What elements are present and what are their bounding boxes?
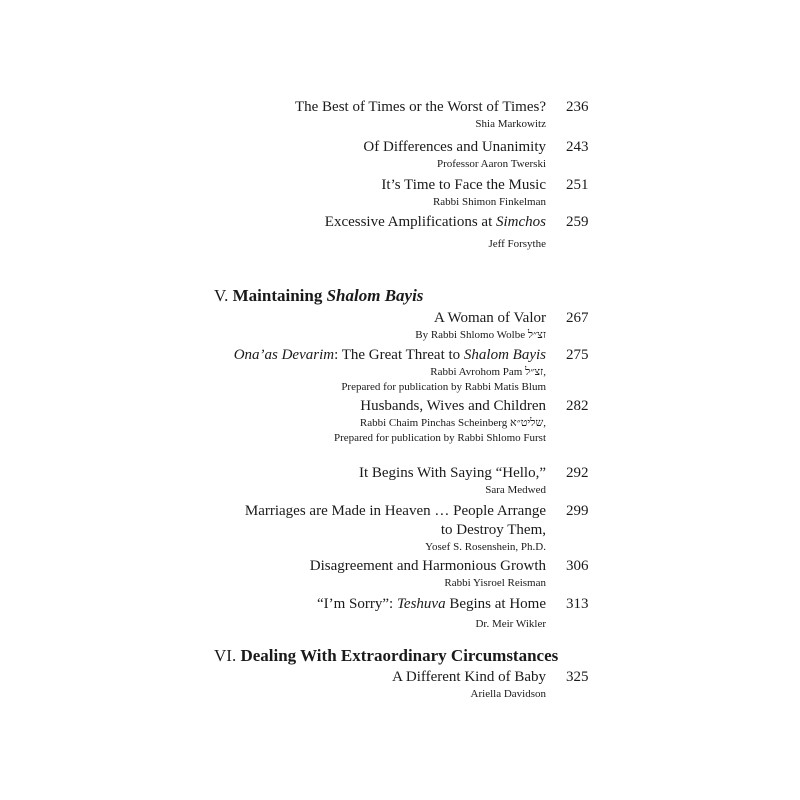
toc-entry xyxy=(0,98,546,132)
entry-title: Excessive Amplifications at Simchos xyxy=(324,214,546,230)
entry-author: Ariella Davidson xyxy=(470,688,546,700)
toc-entry xyxy=(0,176,546,210)
entry-author: Sara Medwed xyxy=(485,484,546,496)
toc-entry xyxy=(0,309,546,343)
entry-title: It’s Time to Face the Music xyxy=(381,177,546,193)
entry-page-number: 259 xyxy=(566,214,589,230)
toc-entry xyxy=(0,668,546,702)
entry-page-number: 267 xyxy=(566,310,589,326)
toc-entry xyxy=(0,502,546,555)
entry-author: Rabbi Shimon Finkelman xyxy=(432,196,546,208)
entry-page-number: 299 xyxy=(566,503,589,519)
entry-title: Marriages are Made in Heaven … People Arrange xyxy=(244,503,546,519)
entry-author: By Rabbi Shlomo Wolbe זצ״ל xyxy=(415,329,546,341)
entry-page-number: 282 xyxy=(566,398,589,414)
toc-entry xyxy=(0,595,546,632)
entry-page-number: 306 xyxy=(566,558,589,574)
section-heading-vi: VI. Dealing With Extraordinary Circumstances xyxy=(214,646,559,665)
entry-title: A Different Kind of Baby xyxy=(392,669,546,685)
toc-entry xyxy=(0,138,546,172)
toc-entry xyxy=(0,464,546,498)
entry-author: Yosef S. Rosenshein, Ph.D. xyxy=(425,541,546,553)
entry-title: Disagreement and Harmonious Growth xyxy=(309,558,546,574)
entry-page-number: 243 xyxy=(566,139,589,155)
toc-entry xyxy=(0,346,546,395)
entry-author: Dr. Meir Wikler xyxy=(475,618,546,630)
entry-page-number: 251 xyxy=(566,177,589,193)
entry-page-number: 325 xyxy=(566,669,589,685)
entry-title: Ona’as Devarim: The Great Threat to Shalom Bayis xyxy=(233,347,546,363)
entry-title: The Best of Times or the Worst of Times? xyxy=(294,99,546,115)
entry-title-continued: to Destroy Them, xyxy=(440,522,546,538)
entry-page-number: 313 xyxy=(566,596,589,612)
entry-author: Prepared for publication by Rabbi Shlomo Furst xyxy=(333,432,546,444)
entry-author: Rabbi Avrohom Pam זצ״ל, xyxy=(430,366,546,378)
entry-page-number: 292 xyxy=(566,465,589,481)
entry-page-number: 275 xyxy=(566,347,589,363)
entry-author: Jeff Forsythe xyxy=(488,238,546,250)
entry-author: Rabbi Chaim Pinchas Scheinberg שליט״א, xyxy=(359,417,546,429)
toc-entry xyxy=(0,213,546,252)
entry-title: Of Differences and Unanimity xyxy=(363,139,546,155)
entry-title: “I’m Sorry”: Teshuva Begins at Home xyxy=(316,596,546,612)
toc-entry xyxy=(0,397,546,446)
entry-page-number: 236 xyxy=(566,99,589,115)
toc-entry xyxy=(0,557,546,591)
entry-title: Husbands, Wives and Children xyxy=(360,398,546,414)
entry-title: It Begins With Saying “Hello,” xyxy=(358,465,546,481)
entry-author: Prepared for publication by Rabbi Matis Blum xyxy=(341,381,546,393)
entry-author: Professor Aaron Twerski xyxy=(436,158,546,170)
entry-author: Shia Markowitz xyxy=(475,118,546,130)
entry-author: Rabbi Yisroel Reisman xyxy=(444,577,546,589)
section-heading-v: V. Maintaining Shalom Bayis xyxy=(214,286,424,305)
entry-title: A Woman of Valor xyxy=(434,310,546,326)
